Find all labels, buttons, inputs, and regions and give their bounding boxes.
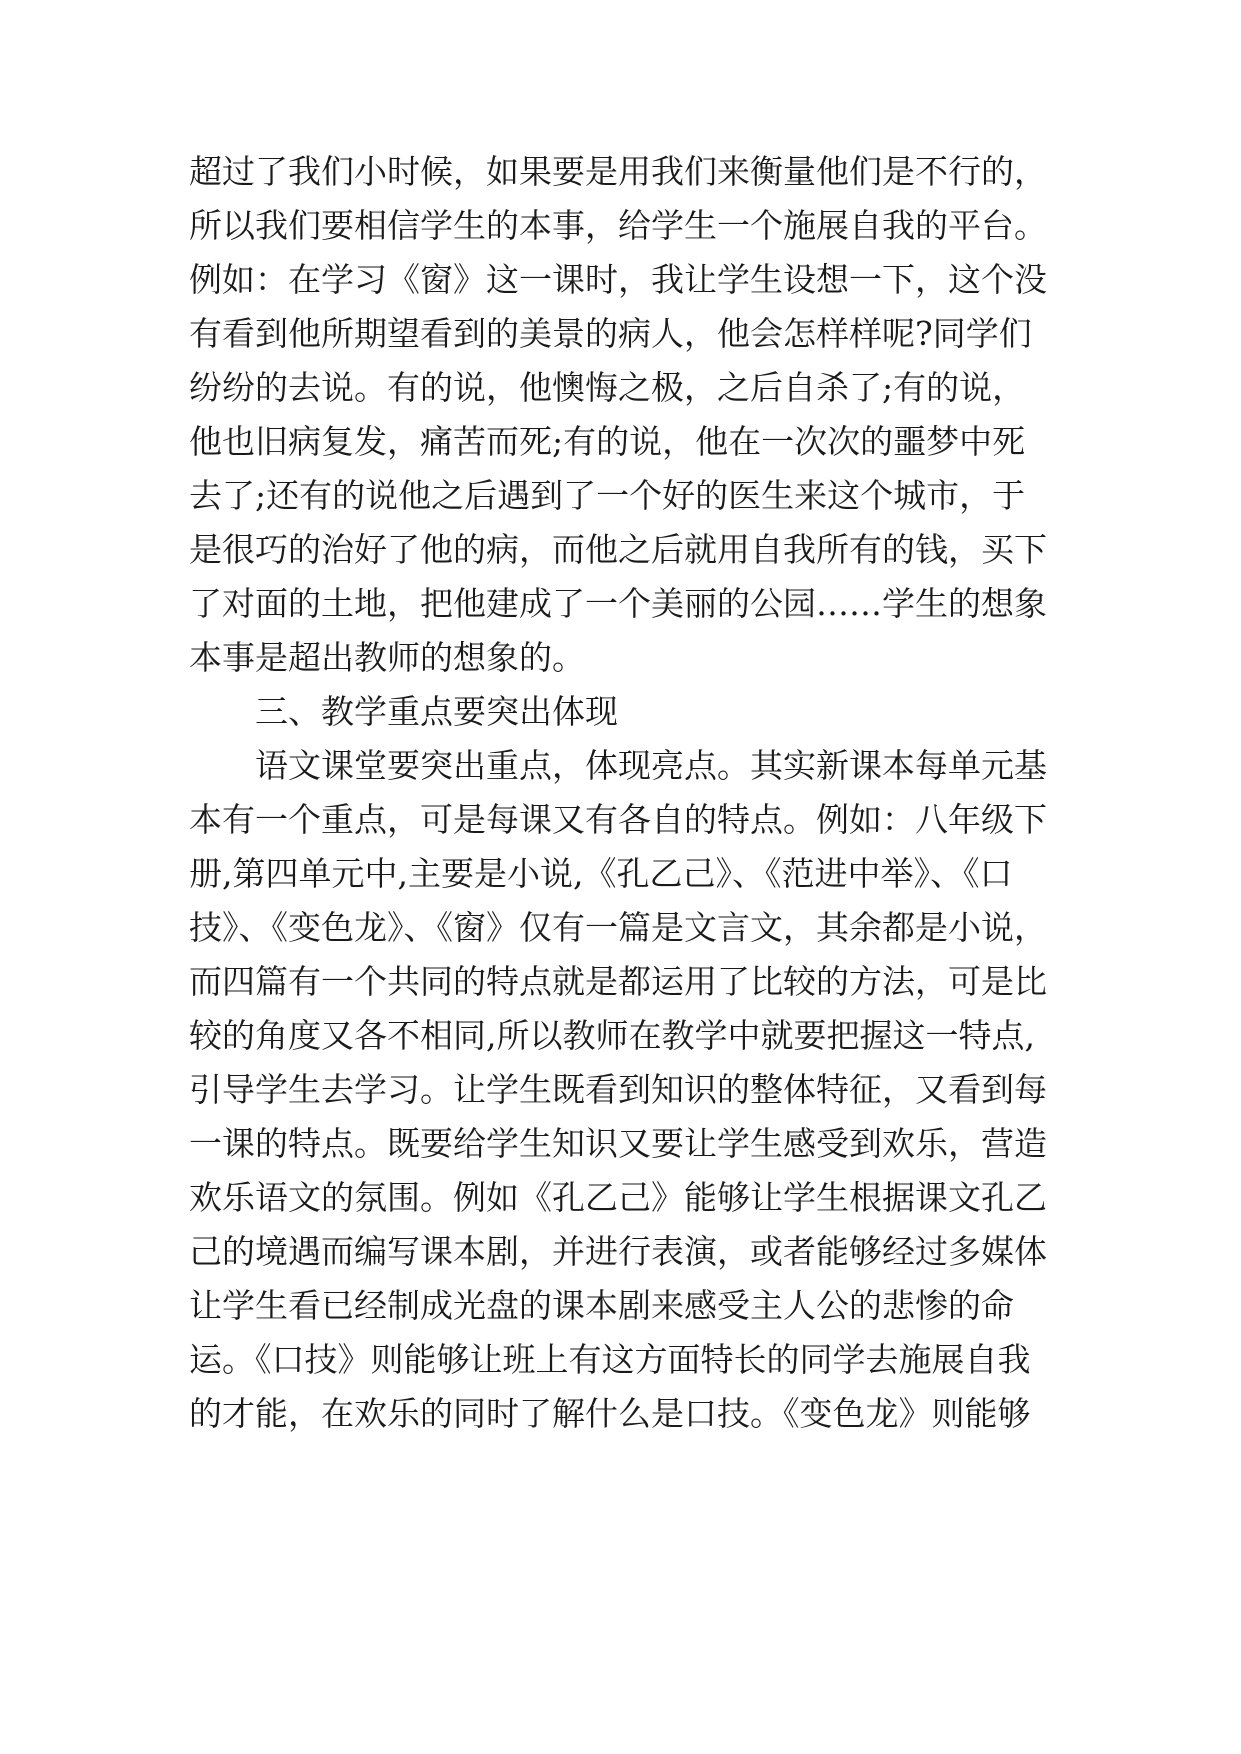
text-line: 一课的特点。既要给学生知识又要让学生感受到欢乐，营造 bbox=[189, 1124, 1047, 1163]
text-line: 了对面的土地，把他建成了一个美丽的公园……学生的想象 bbox=[189, 584, 1047, 623]
text-line: 语文课堂要突出重点，体现亮点。其实新课本每单元基 bbox=[255, 746, 1047, 785]
text-line: 超过了我们小时候，如果要是用我们来衡量他们是不行的， bbox=[189, 152, 1047, 191]
text-line: 是很巧的治好了他的病，而他之后就用自我所有的钱，买下 bbox=[189, 530, 1047, 569]
text-line: 本事是超出教师的想象的。 bbox=[189, 638, 585, 677]
text-line: 运。《口技》则能够让班上有这方面特长的同学去施展自我 bbox=[189, 1340, 1031, 1379]
text-line: 技》、《变色龙》、《窗》仅有一篇是文言文，其余都是小说， bbox=[189, 908, 1047, 947]
text-line: 欢乐语文的氛围。例如《孔乙己》能够让学生根据课文孔乙 bbox=[189, 1178, 1047, 1217]
text-line: 册,第四单元中,主要是小说,《孔乙己》、《范进中举》、《口 bbox=[189, 854, 1013, 893]
text-line: 所以我们要相信学生的本事，给学生一个施展自我的平台。 bbox=[189, 206, 1047, 245]
text-line: 己的境遇而编写课本剧，并进行表演，或者能够经过多媒体 bbox=[189, 1232, 1047, 1271]
text-line: 纷纷的去说。有的说，他懊悔之极，之后自杀了;有的说， bbox=[189, 368, 1026, 407]
text-line: 而四篇有一个共同的特点就是都运用了比较的方法，可是比 bbox=[189, 962, 1047, 1001]
text-line: 引导学生去学习。让学生既看到知识的整体特征，又看到每 bbox=[189, 1070, 1047, 1109]
section-heading: 三、教学重点要突出体现 bbox=[255, 692, 618, 731]
text-line: 有看到他所期望看到的美景的病人，他会怎样样呢?同学们 bbox=[189, 314, 1032, 353]
text-line: 他也旧病复发，痛苦而死;有的说，他在一次次的噩梦中死 bbox=[189, 422, 1026, 461]
text-line: 较的角度又各不相同,所以教师在教学中就要把握这一特点, bbox=[189, 1016, 1035, 1055]
text-line: 本有一个重点，可是每课又有各自的特点。例如：八年级下 bbox=[189, 800, 1047, 839]
text-line: 例如：在学习《窗》这一课时，我让学生设想一下，这个没 bbox=[189, 260, 1047, 299]
text-line: 去了;还有的说他之后遇到了一个好的医生来这个城市，于 bbox=[189, 476, 1026, 515]
text-line: 让学生看已经制成光盘的课本剧来感受主人公的悲惨的命 bbox=[189, 1286, 1014, 1325]
text-line: 的才能，在欢乐的同时了解什么是口技。《变色龙》则能够 bbox=[189, 1394, 1031, 1433]
